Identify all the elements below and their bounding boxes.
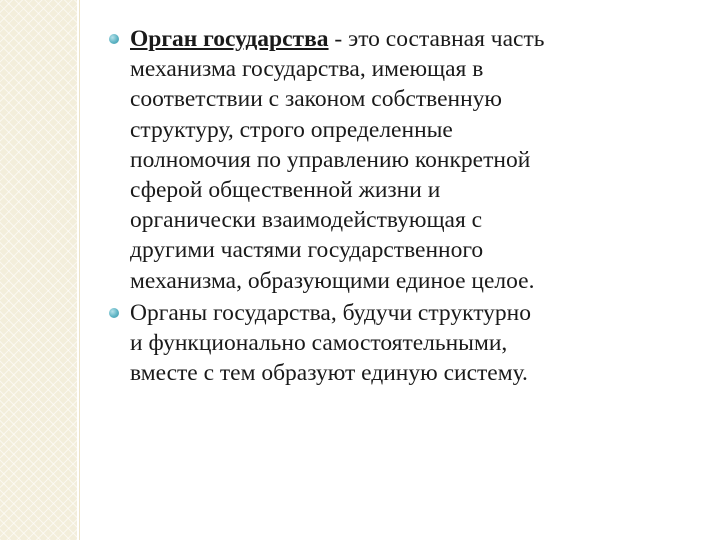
defined-term: Орган государства: [130, 26, 329, 52]
bullet-line: органически взаимодействующая с: [130, 207, 483, 234]
bullet-item-organs-system: [104, 298, 700, 389]
bullet-line: соответствии с законом собственную: [130, 86, 502, 113]
bullet-line: и функционально самостоятельными,: [130, 330, 508, 357]
bullet-line: полномочия по управлению конкретной: [130, 146, 531, 173]
bullet-line: сферой общественной жизни и: [130, 177, 441, 204]
bullet-line: [130, 24, 700, 54]
bullet-line: Органы государства, будучи структурно: [130, 299, 531, 326]
bullet-line: вместе с тем образуют единую систему.: [130, 360, 528, 387]
bullet-list: [104, 24, 700, 390]
definition-start: - это составная часть: [328, 26, 545, 52]
round-bullet-icon: [109, 308, 119, 318]
bullet-line: структуру, строго определенные: [130, 116, 453, 143]
bullet-line: механизма, образующими единое целое.: [130, 267, 535, 294]
side-divider: [79, 0, 80, 540]
decorative-side-band: [0, 0, 77, 540]
round-bullet-icon: [109, 34, 119, 44]
bullet-line: механизма государства, имеющая в: [130, 56, 484, 83]
bullet-item-organ-definition: [104, 24, 700, 296]
bullet-line: другими частями государственного: [130, 237, 484, 264]
